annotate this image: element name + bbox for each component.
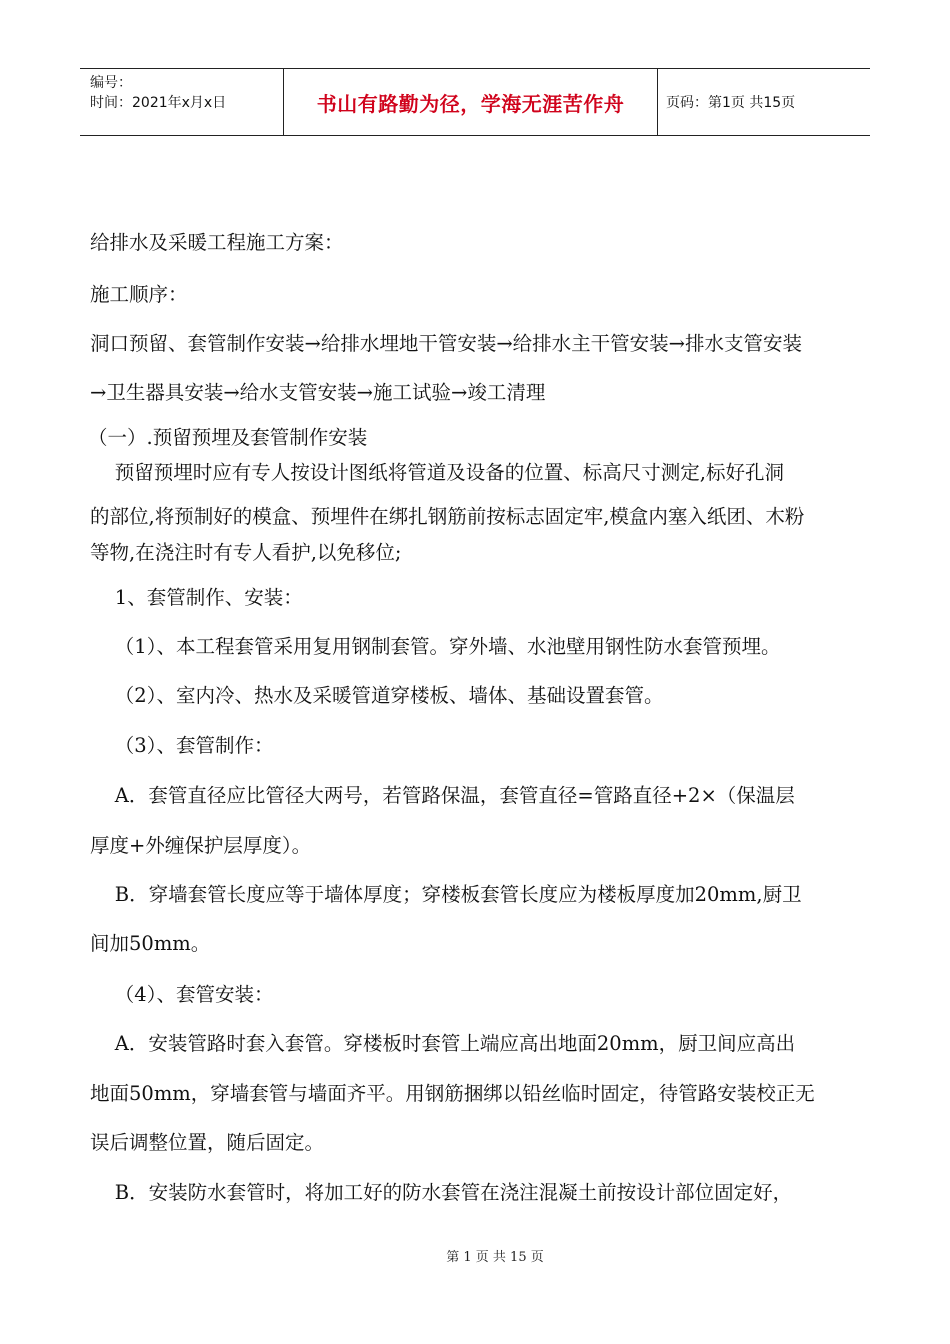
body-line: 厚度+外缠保护层厚度）。 bbox=[90, 834, 312, 857]
document-header bbox=[80, 68, 870, 136]
header-motto-cell bbox=[284, 69, 658, 135]
document-date: 时间：2021年x月x日 bbox=[90, 95, 227, 111]
header-page-cell bbox=[658, 69, 870, 135]
body-line: 的部位,将预制好的模盒、预埋件在绑扎钢筋前按标志固定牢,模盒内塞入纸团、木粉 bbox=[90, 505, 805, 528]
body-line: 施工顺序： bbox=[90, 283, 188, 306]
body-line: →卫生器具安装→给水支管安装→施工试验→竣工清理 bbox=[90, 381, 546, 404]
header-meta-cell bbox=[80, 69, 284, 135]
body-line: 误后调整位置，随后固定。 bbox=[90, 1131, 325, 1154]
body-line: 预留预埋时应有专人按设计图纸将管道及设备的位置、标高尺寸测定,标好孔洞 bbox=[90, 461, 784, 484]
body-line: A．安装管路时套入套管。穿楼板时套管上端应高出地面20mm，厨卫间应高出 bbox=[90, 1032, 796, 1055]
page-footer: 第 1 页 共 15 页 bbox=[446, 1250, 544, 1265]
body-line: A．套管直径应比管径大两号，若管路保温，套管直径=管路直径+2×（保温层 bbox=[90, 784, 795, 807]
header-page-info: 页码：第1页 共15页 bbox=[666, 95, 796, 111]
body-line: B．穿墙套管长度应等于墙体厚度；穿楼板套管长度应为楼板厚度加20mm,厨卫 bbox=[90, 883, 802, 906]
body-line: （2）、室内冷、热水及采暖管道穿楼板、墙体、基础设置套管。 bbox=[90, 684, 664, 707]
document-number: 编号： bbox=[90, 75, 132, 91]
body-line: 地面50mm，穿墙套管与墙面齐平。用钢筋捆绑以铅丝临时固定，待管路安装校正无 bbox=[90, 1082, 815, 1105]
body-line: 1、套管制作、安装： bbox=[90, 586, 303, 609]
body-line: 等物,在浇注时有专人看护,以免移位; bbox=[90, 541, 402, 564]
body-line: 洞口预留、套管制作安装→给排水埋地干管安装→给排水主干管安装→排水支管安装 bbox=[90, 332, 803, 355]
body-line: （4）、套管安装： bbox=[90, 983, 274, 1006]
section-heading: （一）.预留预埋及套管制作安装 bbox=[88, 426, 368, 449]
body-line: （3）、套管制作： bbox=[90, 734, 274, 757]
header-motto: 书山有路勤为径，学海无涯苦作舟 bbox=[316, 91, 625, 116]
body-line: （1）、本工程套管采用复用钢制套管。穿外墙、水池壁用钢性防水套管预埋。 bbox=[90, 635, 781, 658]
body-line: 间加50mm。 bbox=[90, 932, 211, 955]
body-line: 给排水及采暖工程施工方案： bbox=[90, 231, 344, 254]
body-line: B．安装防水套管时，将加工好的防水套管在浇注混凝土前按设计部位固定好， bbox=[90, 1181, 793, 1204]
